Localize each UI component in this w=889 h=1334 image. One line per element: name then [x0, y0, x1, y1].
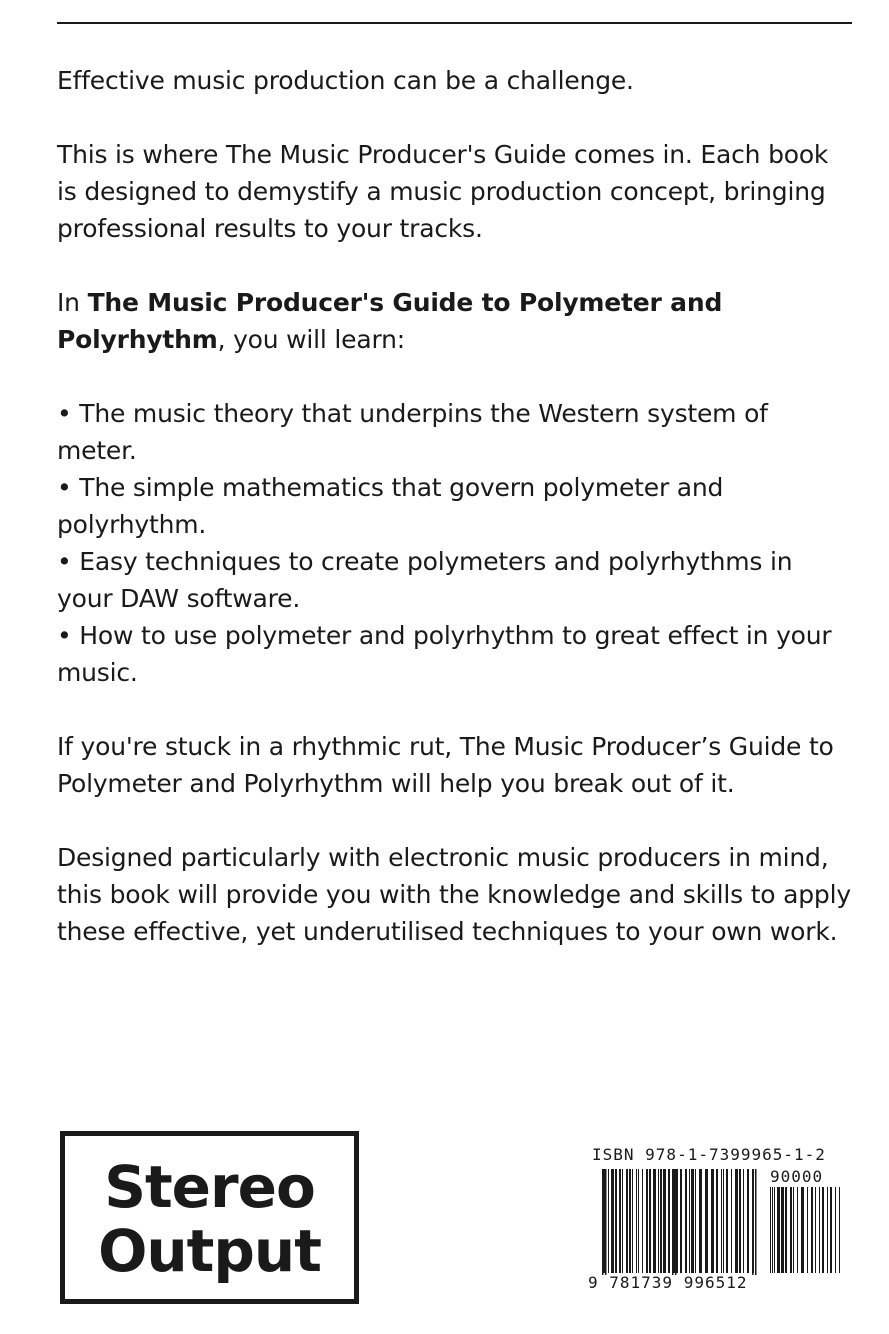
book-title: The Music Producer's Guide to Polymeter and Polyrhythm — [57, 288, 723, 354]
publisher-logo — [60, 1131, 359, 1304]
audience-paragraph: Designed particularly with electronic music producers in mind, this book will provide you with the knowledge and skills to apply these effective, yet underutilised techniques to your own work. — [57, 843, 851, 946]
bullet-item: • The music theory that underpins the Western system of meter. — [57, 399, 768, 465]
top-rule — [57, 22, 852, 24]
rut-paragraph: If you're stuck in a rhythmic rut, The Music Producer’s Guide to Polymeter and Polyrhythm will help you break out of it. — [57, 732, 834, 798]
isbn-barcode — [588, 1145, 848, 1295]
logo-line-2: Output — [98, 1217, 321, 1285]
series-paragraph: This is where The Music Producer's Guide comes in. Each book is designed to demystify a music production concept, bringing professional results to your tracks. — [57, 140, 829, 243]
intro-paragraph: Effective music production can be a challenge. — [57, 66, 634, 95]
logo-line-1: Stereo — [104, 1153, 315, 1221]
isbn-label: ISBN 978-1-7399965-1-2 — [592, 1145, 826, 1164]
ean-digits: 9 781739 996512 — [588, 1273, 748, 1292]
price-code: 90000 — [770, 1167, 824, 1186]
learn-prefix: In — [57, 288, 88, 317]
learn-intro-paragraph — [57, 284, 852, 358]
learn-suffix: , you will learn: — [217, 325, 405, 354]
bullet-list — [57, 395, 852, 691]
bullet-item: • How to use polymeter and polyrhythm to great effect in your music. — [57, 621, 832, 687]
bullet-item: • Easy techniques to create polymeters and polyrhythms in your DAW software. — [57, 547, 793, 613]
back-cover-description — [57, 62, 852, 987]
bullet-item: • The simple mathematics that govern polymeter and polyrhythm. — [57, 473, 724, 539]
